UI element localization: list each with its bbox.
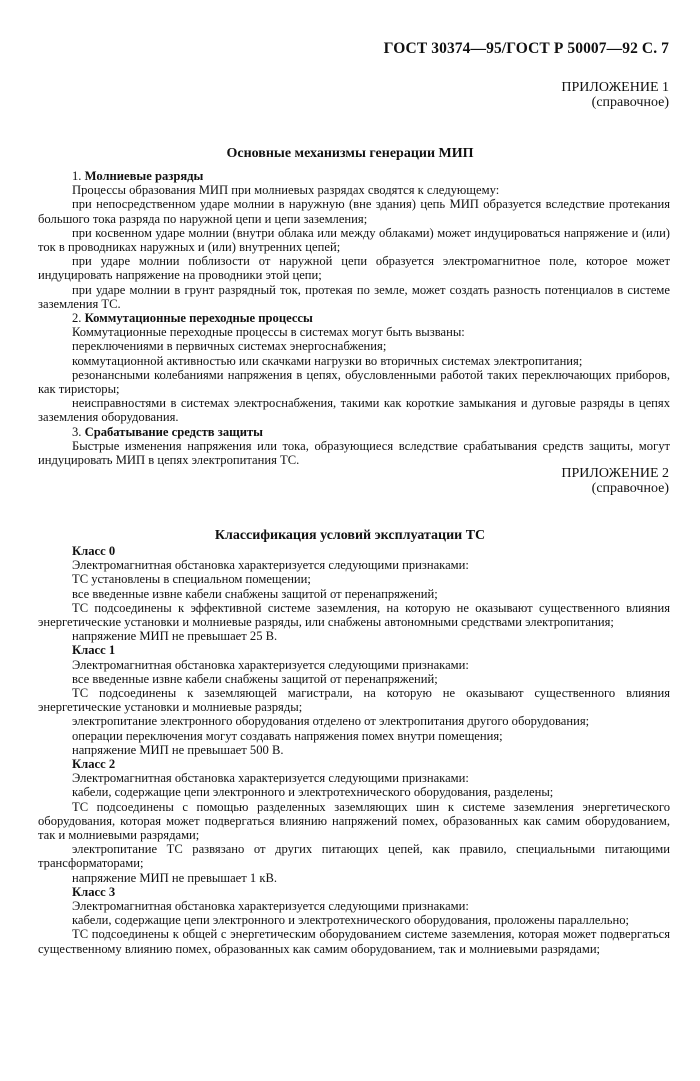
section-2-body xyxy=(38,544,670,956)
paragraph: все введенные извне кабели снабжены защитой от перенапряжений; xyxy=(72,671,438,686)
paragraph: Коммутационные переходные процессы в системах могут быть вызваны: xyxy=(72,325,465,340)
subsection-2-heading: 2. Коммутационные переходные процессы xyxy=(72,311,313,326)
appendix-2-note: (справочное) xyxy=(591,481,669,496)
paragraph: при косвенном ударе молнии (внутри облака или между облаками) может индуцироваться напряжение и (или) ток в проводниках наружных и (или) внутренних цепей; xyxy=(38,225,670,255)
paragraph: ТС подсоединены к эффективной системе заземления, на которую не оказывают существенного влияния энергетические установки и молниевые разряды, или снабжены автономными средствами электропитания; xyxy=(38,600,670,630)
class-3-label: Класс 3 xyxy=(72,884,116,899)
paragraph: ТС подсоединены к заземляющей магистрали, на которую не оказывают существенного влияния энергетические установки и молниевые разряды; xyxy=(38,686,670,715)
section-1-body xyxy=(38,169,670,467)
paragraph: электропитание ТС развязано от других питающих цепей, как правило, специальными питающими трансформаторами; xyxy=(38,842,670,871)
paragraph: Процессы образования МИП при молниевых разрядах сводятся к следующему: xyxy=(72,183,500,198)
subsection-3-heading: 3. Срабатывание средств защиты xyxy=(72,424,264,439)
class-2-label: Класс 2 xyxy=(72,757,116,772)
paragraph: все введенные извне кабели снабжены защитой от перенапряжений; xyxy=(72,586,438,601)
class-1-label: Класс 1 xyxy=(72,643,116,658)
paragraph: ТС установлены в специальном помещении; xyxy=(72,572,311,587)
paragraph: неисправностями в системах электроснабжения, такими как короткие замыкания и дуговые разряды в цепях заземления оборудования. xyxy=(38,396,670,425)
paragraph: Электромагнитная обстановка характеризуется следующими признаками: xyxy=(72,558,469,573)
paragraph: ТС подсоединены с помощью разделенных заземляющих шин к системе заземления энергетического оборудования, которая может подвергаться влиянию напряжений помех, образованных как самим оборудованием, так и молниевыми разрядами; xyxy=(38,799,670,843)
paragraph: Электромагнитная обстановка характеризуется следующими признаками: xyxy=(72,657,469,672)
paragraph: при ударе молнии в грунт разрядный ток, протекая по земле, может создать разность потенциалов в системе заземления ТС. xyxy=(38,282,670,311)
paragraph: кабели, содержащие цепи электронного и электротехнического оборудования, проложены параллельно; xyxy=(72,913,630,928)
appendix-1-label: ПРИЛОЖЕНИЕ 1 xyxy=(561,80,669,95)
appendix-1-heading xyxy=(561,80,669,110)
appendix-2-heading xyxy=(561,466,669,496)
paragraph: Электромагнитная обстановка характеризуется следующими признаками: xyxy=(72,771,469,786)
paragraph: резонансными колебаниями напряжения в цепях, обусловленными работой таких переключающих приборов, как тиристоры; xyxy=(38,367,670,397)
paragraph: коммутационной активностью или скачками нагрузки во вторичных системах электропитания; xyxy=(72,353,583,368)
paragraph: операции переключения могут создавать напряжения помех внутри помещения; xyxy=(72,728,503,743)
paragraph: переключениями в первичных системах энергоснабжения; xyxy=(72,339,387,354)
section-2-title: Классификация условий эксплуатации ТС xyxy=(214,528,486,543)
paragraph: напряжение МИП не превышает 500 В. xyxy=(72,742,284,757)
paragraph: электропитание электронного оборудования отделено от электропитания другого оборудования; xyxy=(72,714,590,729)
section-1-title: Основные механизмы генерации МИП xyxy=(226,146,474,161)
paragraph: напряжение МИП не превышает 25 В. xyxy=(72,629,278,644)
class-0-label: Класс 0 xyxy=(72,544,116,558)
standard-header: ГОСТ 30374—95/ГОСТ Р 50007—92 С. 7 xyxy=(383,40,669,57)
paragraph: напряжение МИП не превышает 1 кВ. xyxy=(72,870,278,885)
paragraph: Электромагнитная обстановка характеризуется следующими признаками: xyxy=(72,899,469,914)
subsection-1-heading: 1. Молниевые разряды xyxy=(72,169,204,183)
paragraph: при ударе молнии поблизости от наружной цепи образуется электромагнитное поле, которое может индуцировать напряжение на проводники этой цепи; xyxy=(38,254,670,283)
paragraph: при непосредственном ударе молнии в наружную (вне здания) цепь МИП образуется вследствие протекания большого тока разряда по наружной цепи и цепи заземления; xyxy=(38,197,670,226)
paragraph: кабели, содержащие цепи электронного и электротехнического оборудования, разделены; xyxy=(72,785,554,800)
appendix-2-label: ПРИЛОЖЕНИЕ 2 xyxy=(561,466,669,481)
appendix-1-note: (справочное) xyxy=(591,95,669,110)
paragraph: Быстрые изменения напряжения или тока, образующиеся вследствие срабатывания средств защиты, могут индуцировать МИП в цепях электропитания ТС. xyxy=(38,438,670,468)
paragraph: ТС подсоединены к общей с энергетическим оборудованием системе заземления, которая может подвергаться существенному влиянию помех, образованных как самим оборудованием, так и молниевыми разрядами; xyxy=(38,927,670,956)
